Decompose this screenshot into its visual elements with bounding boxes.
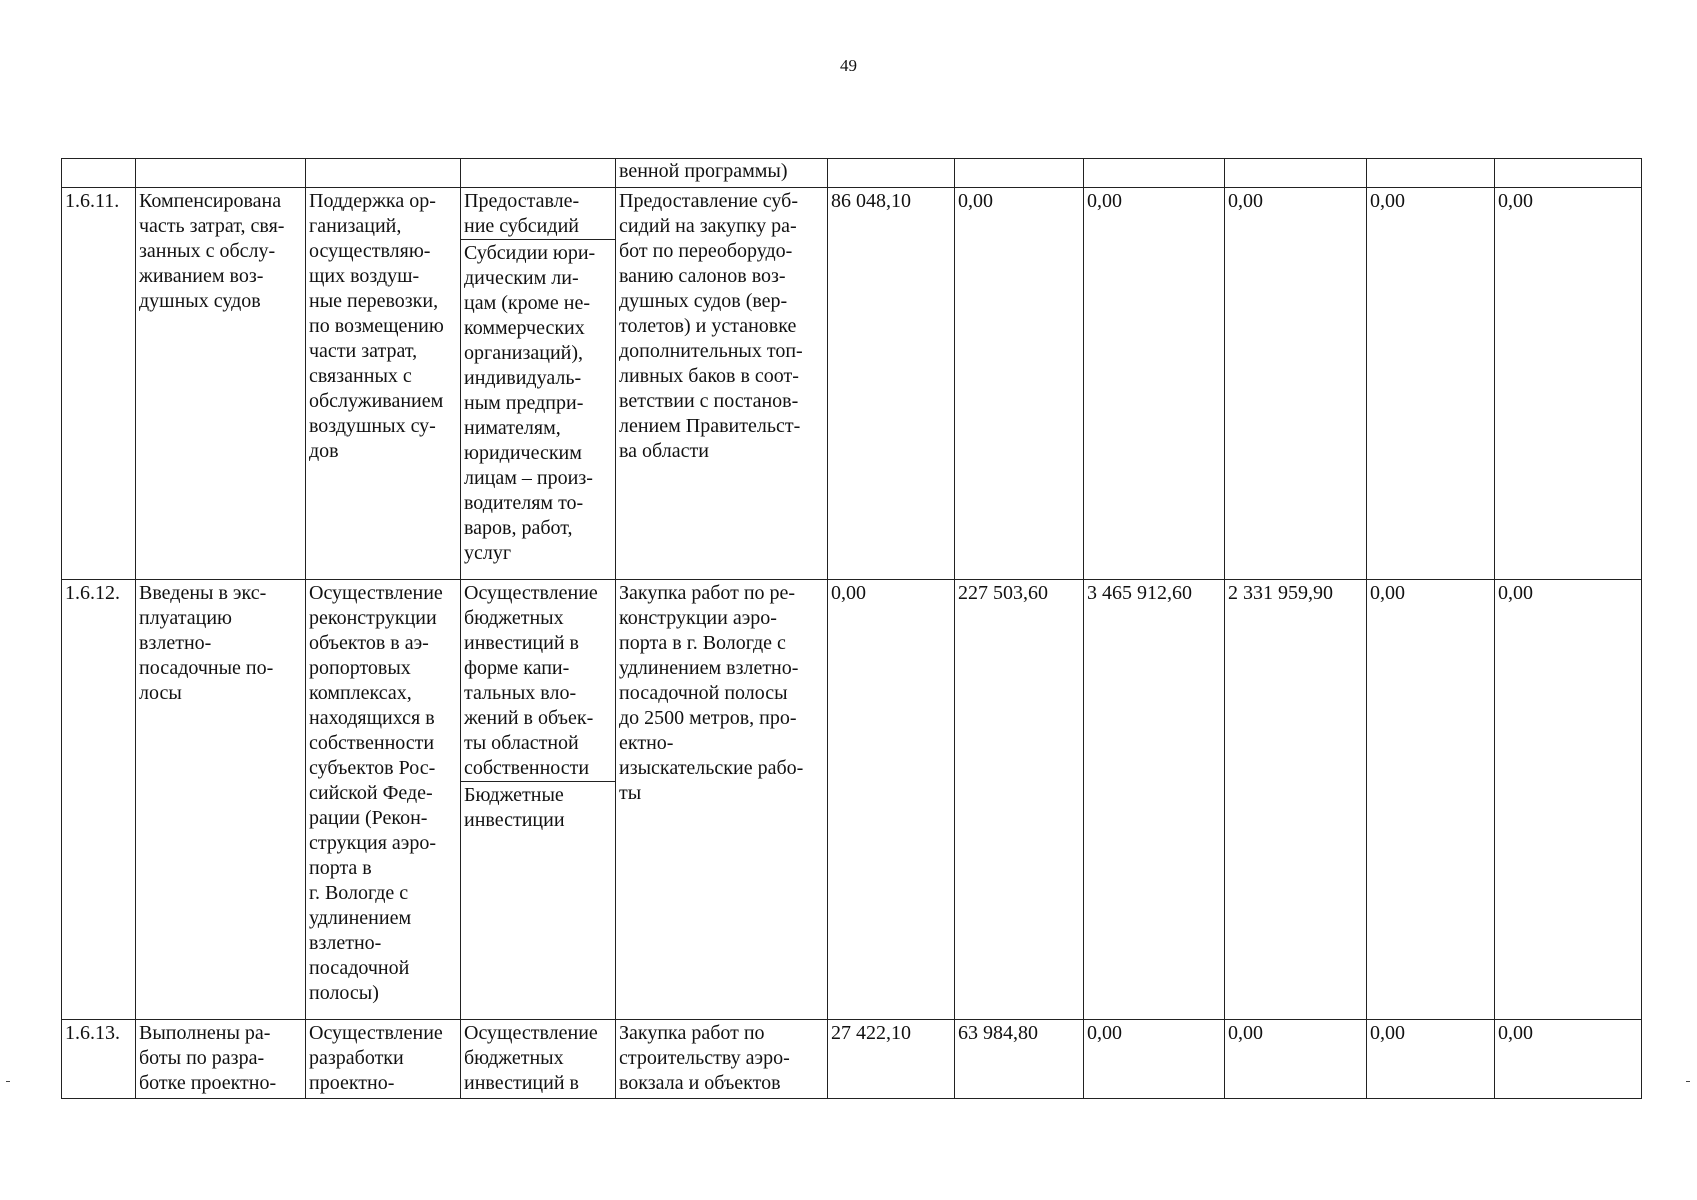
value-cell: 0,00 [828,580,955,1020]
event-cell: Осуществление разработки проектно- [306,1020,461,1099]
cell-empty [955,159,1084,188]
value-cell: 0,00 [1495,1020,1642,1099]
cell-empty [1225,159,1367,188]
continuation-row [62,159,1642,188]
value-cell: 86 048,10 [828,188,955,580]
result-cell: Компенсирована часть затрат, свя- занных с обслу- живанием воз- душных судов [136,188,306,580]
row-id: 1.6.13. [62,1020,136,1099]
result-cell: Выполнены ра- боты по разра- ботке проектно- [136,1020,306,1099]
value-cell: 3 465 912,60 [1084,580,1225,1020]
event-cell: Осуществление реконструкции объектов в аэ- ропортовых комплексах, находящихся в собственности субъектов Рос- сийской Феде- рации (Рекон- струкция аэро- порта в г. Вологде с удлинением взлетно- посадочной полосы) [306,580,461,1020]
scan-mark [1686,1081,1690,1082]
value-cell: 0,00 [1495,580,1642,1020]
cell-empty [828,159,955,188]
cell-empty [136,159,306,188]
row-id: 1.6.11. [62,188,136,580]
direction-bottom: Бюджетные инвестиции [461,781,615,833]
continuation-text: венной программы) [616,159,828,188]
value-cell: 0,00 [955,188,1084,580]
direction-cell [461,580,616,1020]
description-cell: Закупка работ по строительству аэро- вокзала и объектов [616,1020,828,1099]
value-cell: 27 422,10 [828,1020,955,1099]
value-cell: 0,00 [1225,1020,1367,1099]
value-cell: 0,00 [1084,1020,1225,1099]
value-cell: 0,00 [1495,188,1642,580]
table-row [62,580,1642,1020]
direction-top: Предоставле- ние субсидий [464,190,580,237]
direction-cell [461,188,616,580]
value-cell: 0,00 [1084,188,1225,580]
cell-empty [1367,159,1495,188]
row-id: 1.6.12. [62,580,136,1020]
direction-cell: Осуществление бюджетных инвестиций в [461,1020,616,1099]
event-cell: Поддержка ор- ганизаций, осуществляю- щих воздуш- ные перевозки, по возмещению части затрат, связанных с обслуживанием воздушных су- дов [306,188,461,580]
value-cell: 0,00 [1367,1020,1495,1099]
direction-top: Осуществление бюджетных инвестиций в форме капи- тальных вло- жений в объек- ты областной собственности [464,582,598,779]
page-number: 49 [840,56,857,75]
scan-mark [6,1081,10,1082]
value-cell: 2 331 959,90 [1225,580,1367,1020]
value-cell: 0,00 [1367,188,1495,580]
cell-empty [306,159,461,188]
value-cell: 227 503,60 [955,580,1084,1020]
description-cell: Закупка работ по ре- конструкции аэро- порта в г. Вологде с удлинением взлетно- посадочной полосы до 2500 метров, про- ектно- изыскательские рабо- ты [616,580,828,1020]
description-cell: Предоставление суб- сидий на закупку ра- бот по переоборудо- ванию салонов воз- душных судов (вер- толетов) и установке дополнительных топ- ливных баков в соот- ветствии с постанов- лением Правительст- ва области [616,188,828,580]
cell-empty [1084,159,1225,188]
result-cell: Введены в экс- плуатацию взлетно- посадочные по- лосы [136,580,306,1020]
cell-empty [62,159,136,188]
value-cell: 0,00 [1367,580,1495,1020]
value-cell: 0,00 [1225,188,1367,580]
program-table [61,158,1642,1099]
table-row [62,188,1642,580]
cell-empty [461,159,616,188]
cell-empty [1495,159,1642,188]
direction-bottom: Субсидии юри- дическим ли- цам (кроме не- коммерческих организаций), индивидуаль- ным предпри- нимателям, юридическим лицам – произ- водителям то- варов, работ, услуг [461,239,615,566]
value-cell: 63 984,80 [955,1020,1084,1099]
table-row [62,1020,1642,1099]
